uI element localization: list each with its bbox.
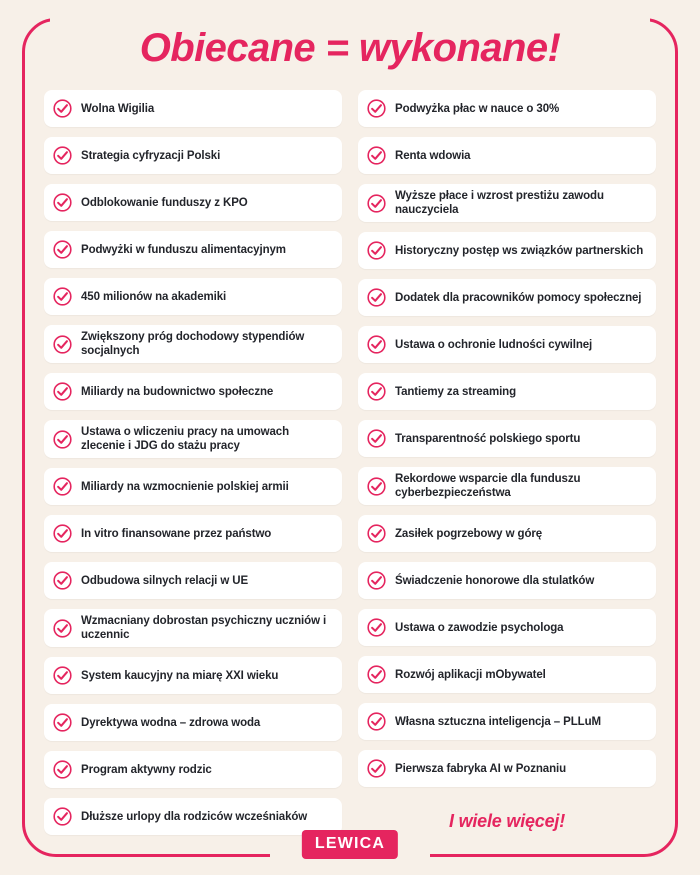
- check-circle-icon: [53, 382, 81, 401]
- promise-item-label: System kaucyjny na miarę XXI wieku: [81, 669, 279, 682]
- check-circle-icon: [367, 477, 395, 496]
- check-circle-icon: [53, 760, 81, 779]
- check-circle-icon: [53, 335, 81, 354]
- promise-item-label: Program aktywny rodzic: [81, 763, 212, 776]
- check-circle-icon: [367, 146, 395, 165]
- promise-item: [44, 515, 342, 552]
- promise-item-label: Dodatek dla pracowników pomocy społecznej: [395, 291, 642, 304]
- check-circle-icon: [53, 99, 81, 118]
- promise-item: [358, 420, 656, 457]
- promise-item-label: Historyczny postęp ws związków partnerskich: [395, 244, 644, 257]
- promise-item-label: Zasiłek pogrzebowy w górę: [395, 527, 543, 540]
- check-circle-icon: [367, 429, 395, 448]
- promise-item: [44, 609, 342, 647]
- promise-item-label: Podwyżka płac w nauce o 30%: [395, 102, 560, 115]
- promise-item: [358, 562, 656, 599]
- promise-item-label: In vitro finansowane przez państwo: [81, 527, 272, 540]
- lewica-logo: LEWICA: [302, 830, 398, 859]
- promises-column-right: [358, 90, 656, 835]
- promise-item-label: Transparentność polskiego sportu: [395, 432, 581, 445]
- promise-item: [44, 137, 342, 174]
- promise-item-label: Rozwój aplikacji mObywatel: [395, 668, 546, 681]
- promise-item: [358, 515, 656, 552]
- check-circle-icon: [53, 571, 81, 590]
- promise-item-label: Odblokowanie funduszy z KPO: [81, 196, 248, 209]
- promise-item: [358, 750, 656, 787]
- promise-item: [358, 137, 656, 174]
- promises-column-left: [44, 90, 342, 835]
- promise-item-label: Podwyżki w funduszu alimentacyjnym: [81, 243, 286, 256]
- check-circle-icon: [53, 807, 81, 826]
- promise-item: [44, 798, 342, 835]
- check-circle-icon: [367, 335, 395, 354]
- more-text: I wiele więcej!: [448, 811, 566, 831]
- promise-item-label: Dyrektywa wodna – zdrowa woda: [81, 716, 261, 729]
- promise-item: [44, 562, 342, 599]
- check-circle-icon: [53, 240, 81, 259]
- promise-item-label: Zwiększony próg dochodowy stypendiów socjalnych: [81, 331, 305, 357]
- promise-item-label: Pierwsza fabryka AI w Poznaniu: [395, 762, 567, 775]
- promise-item-label: Wolna Wigilia: [81, 102, 155, 115]
- promise-item-label: Miliardy na wzmocnienie polskiej armii: [81, 480, 289, 493]
- check-circle-icon: [367, 288, 395, 307]
- promise-item: [358, 373, 656, 410]
- promise-item: [44, 278, 342, 315]
- promise-item: [44, 90, 342, 127]
- promise-item-label: Tantiemy za streaming: [395, 385, 517, 398]
- check-circle-icon: [367, 194, 395, 213]
- promise-item-label: Miliardy na budownictwo społeczne: [81, 385, 274, 398]
- check-circle-icon: [367, 524, 395, 543]
- check-circle-icon: [53, 713, 81, 732]
- check-circle-icon: [53, 524, 81, 543]
- promise-item: [44, 420, 342, 458]
- promise-item-label: Strategia cyfryzacji Polski: [81, 149, 221, 162]
- check-circle-icon: [367, 382, 395, 401]
- promise-item-label: Rekordowe wsparcie dla funduszu cyberbezpieczeństwa: [395, 473, 581, 499]
- check-circle-icon: [367, 571, 395, 590]
- promise-item: [358, 232, 656, 269]
- promise-item: [358, 184, 656, 222]
- promise-item: [358, 703, 656, 740]
- promise-item: [358, 467, 656, 505]
- promise-item: [358, 609, 656, 646]
- promise-item-label: 450 milionów na akademiki: [81, 290, 227, 303]
- promise-item: [44, 373, 342, 410]
- check-circle-icon: [53, 619, 81, 638]
- check-circle-icon: [367, 241, 395, 260]
- check-circle-icon: [367, 99, 395, 118]
- check-circle-icon: [367, 759, 395, 778]
- promise-item-label: Świadczenie honorowe dla stulatków: [395, 574, 595, 587]
- check-circle-icon: [367, 618, 395, 637]
- promise-item: [358, 279, 656, 316]
- promise-item-label: Ustawa o ochronie ludności cywilnej: [395, 338, 593, 351]
- promise-item-label: Odbudowa silnych relacji w UE: [81, 574, 249, 587]
- promise-item: [358, 326, 656, 363]
- promise-item: [358, 90, 656, 127]
- promise-item: [44, 325, 342, 363]
- promise-item: [44, 751, 342, 788]
- promise-item-label: Ustawa o wliczeniu pracy na umowach zlecenie i JDG do stażu pracy: [81, 426, 290, 452]
- promise-item: [44, 468, 342, 505]
- check-circle-icon: [367, 665, 395, 684]
- check-circle-icon: [53, 193, 81, 212]
- promises-columns: [44, 90, 656, 835]
- check-circle-icon: [53, 146, 81, 165]
- promise-item: [44, 231, 342, 268]
- promise-item-label: Dłuższe urlopy dla rodziców wcześniaków: [81, 810, 308, 823]
- promise-item-label: Wyższe płace i wzrost prestiżu zawodu nauczyciela: [395, 190, 604, 216]
- promise-item-label: Renta wdowia: [395, 149, 471, 162]
- promise-item: [44, 657, 342, 694]
- check-circle-icon: [53, 666, 81, 685]
- check-circle-icon: [53, 430, 81, 449]
- promise-item: [44, 704, 342, 741]
- page-title: Obiecane = wykonane!: [139, 26, 561, 70]
- check-circle-icon: [53, 477, 81, 496]
- promise-item-label: Wzmacniany dobrostan psychiczny uczniów i uczennic: [81, 615, 327, 641]
- promise-item: [44, 184, 342, 221]
- promise-item: [358, 656, 656, 693]
- check-circle-icon: [53, 287, 81, 306]
- check-circle-icon: [367, 712, 395, 731]
- promise-item-label: Własna sztuczna inteligencja – PLLuM: [395, 715, 601, 728]
- promise-item-label: Ustawa o zawodzie psychologa: [395, 621, 564, 634]
